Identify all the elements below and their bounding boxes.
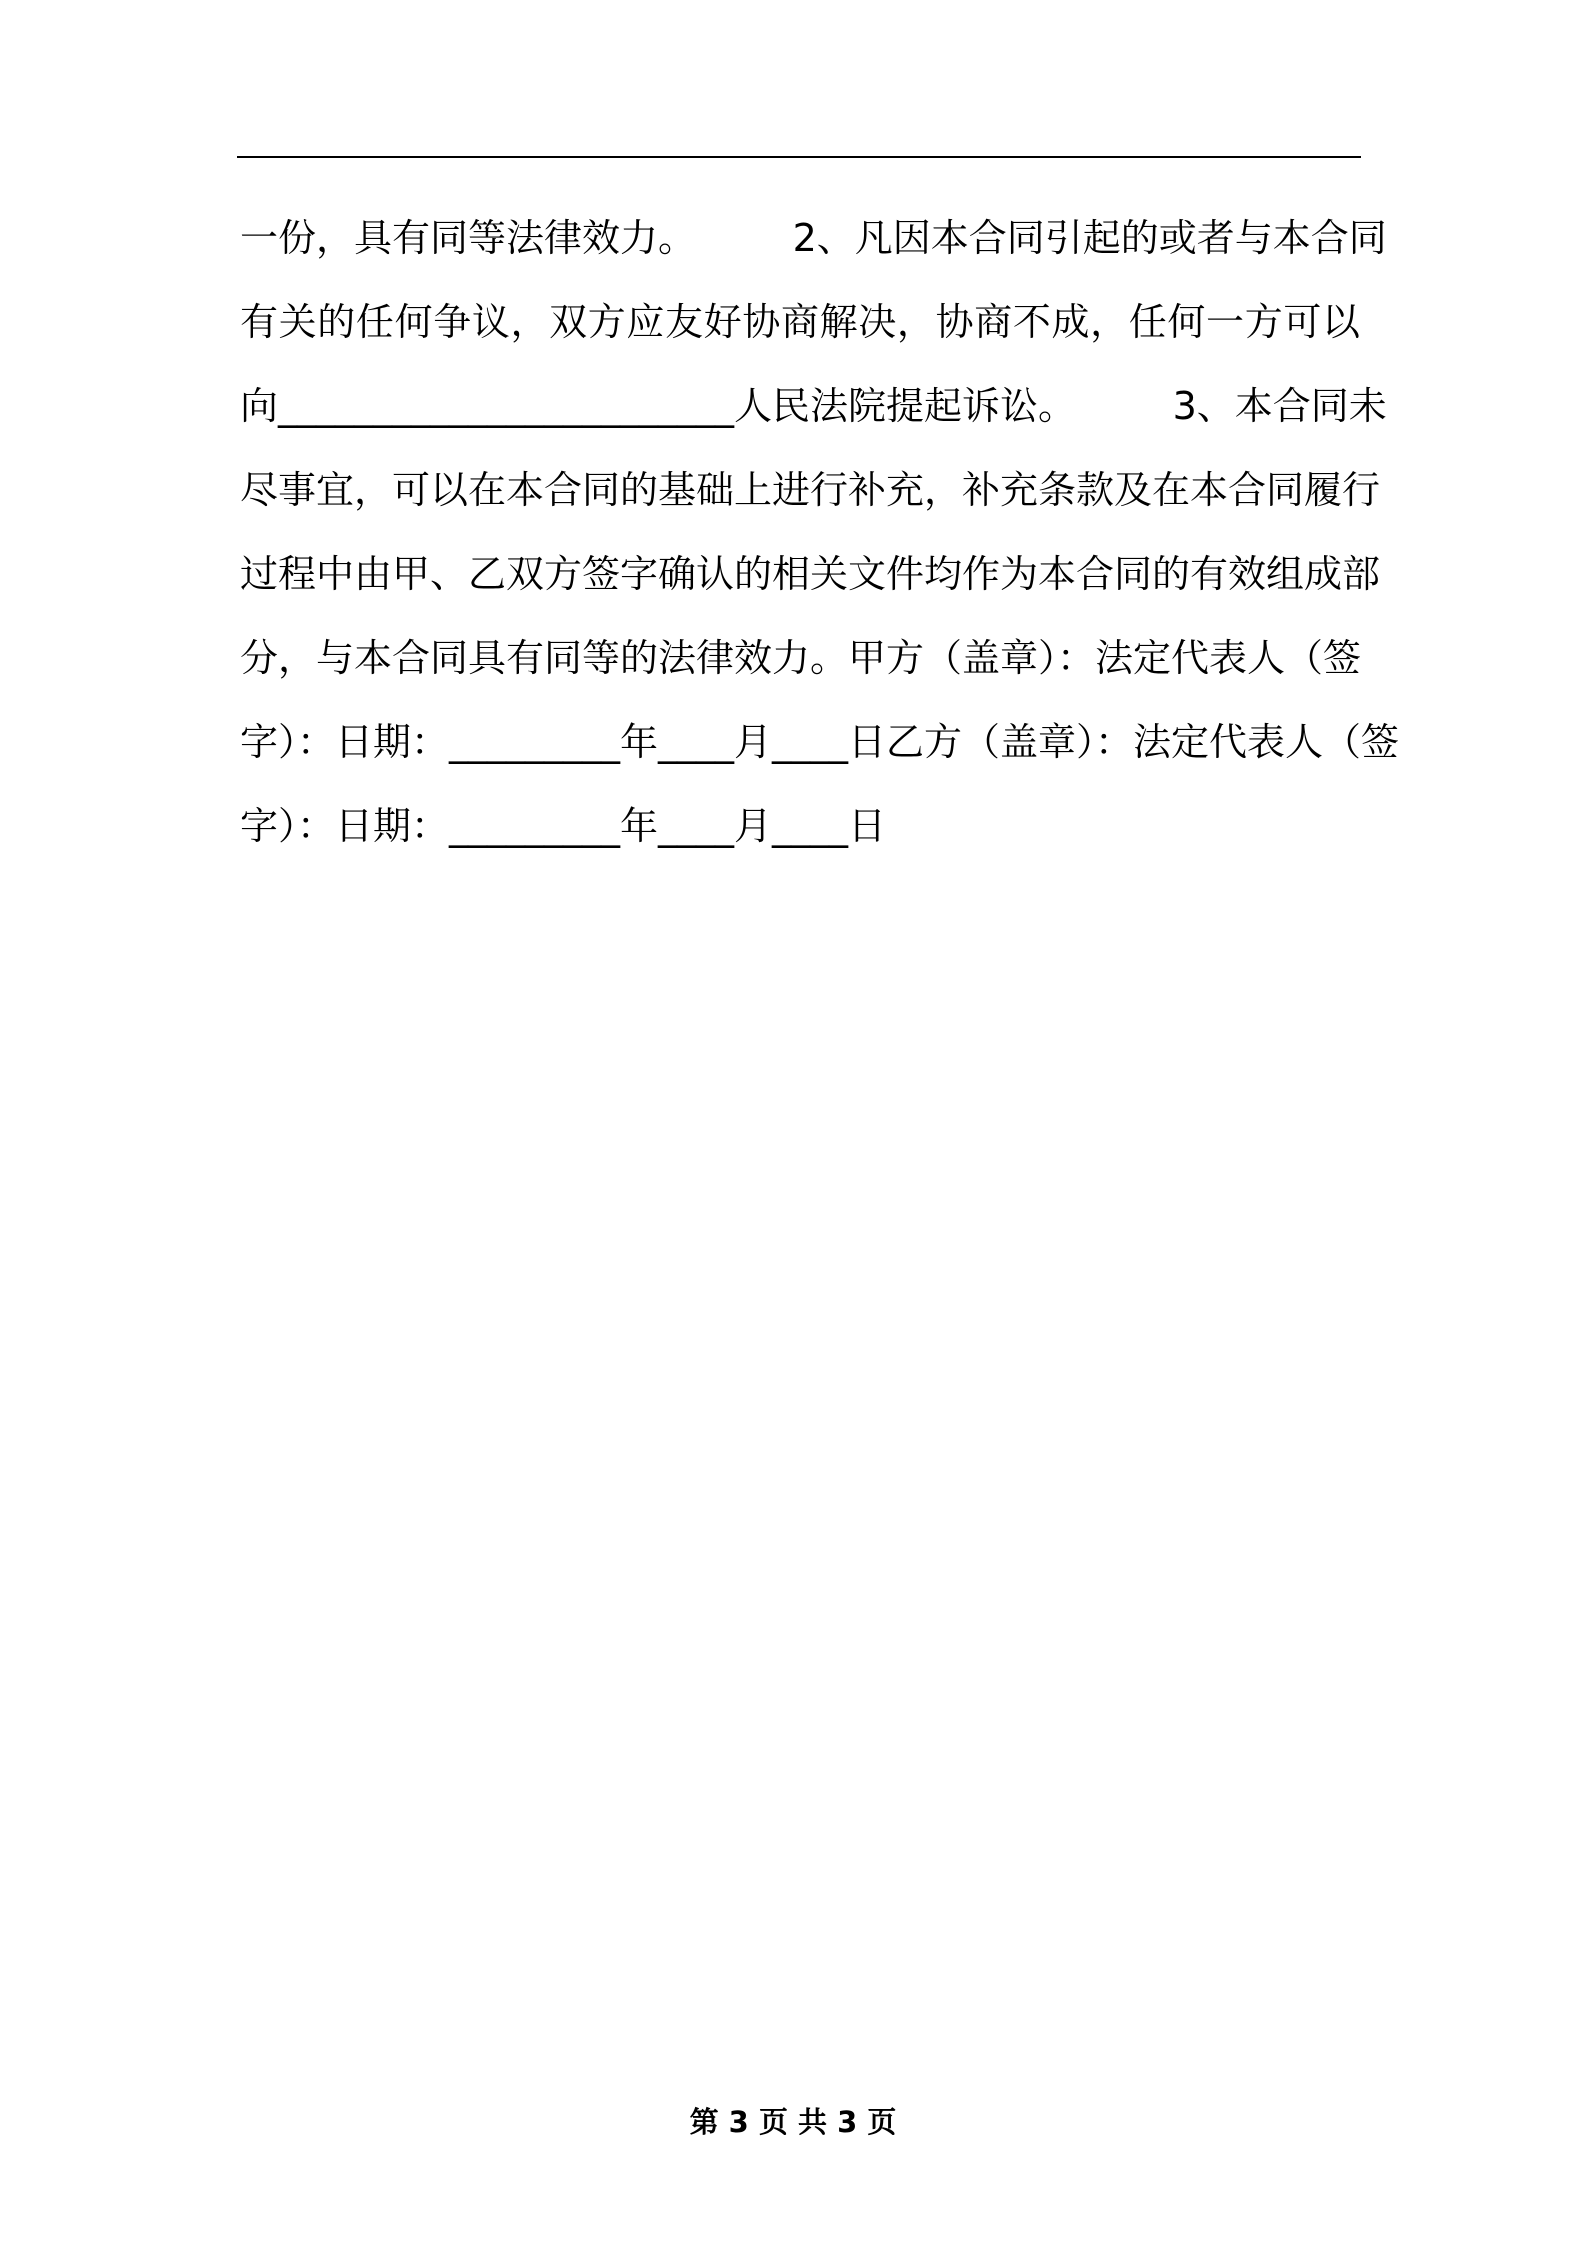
text-line: 字）：日期：_________年____月____日乙方（盖章）：法定代表人（签 [240, 720, 1400, 764]
header-divider [237, 156, 1361, 158]
text-line: 一份，具有同等法律效力。 2、凡因本合同引起的或者与本合同 [240, 216, 1387, 260]
contract-body-text [240, 196, 1400, 868]
text-line: 向________________________人民法院提起诉讼。 3、本合同未 [240, 384, 1387, 428]
text-line: 尽事宜，可以在本合同的基础上进行补充，补充条款及在本合同履行 [240, 468, 1381, 512]
page-number-footer: 第 3 页 共 3 页 [689, 2105, 897, 2139]
text-line: 分，与本合同具有同等的法律效力。甲方（盖章）：法定代表人（签 [240, 636, 1362, 680]
text-line: 有关的任何争议，双方应友好协商解决，协商不成，任何一方可以 [240, 300, 1360, 344]
text-line: 字）：日期：_________年____月____日 [240, 804, 887, 848]
text-line: 过程中由甲、乙双方签字确认的相关文件均作为本合同的有效组成部 [240, 552, 1381, 596]
